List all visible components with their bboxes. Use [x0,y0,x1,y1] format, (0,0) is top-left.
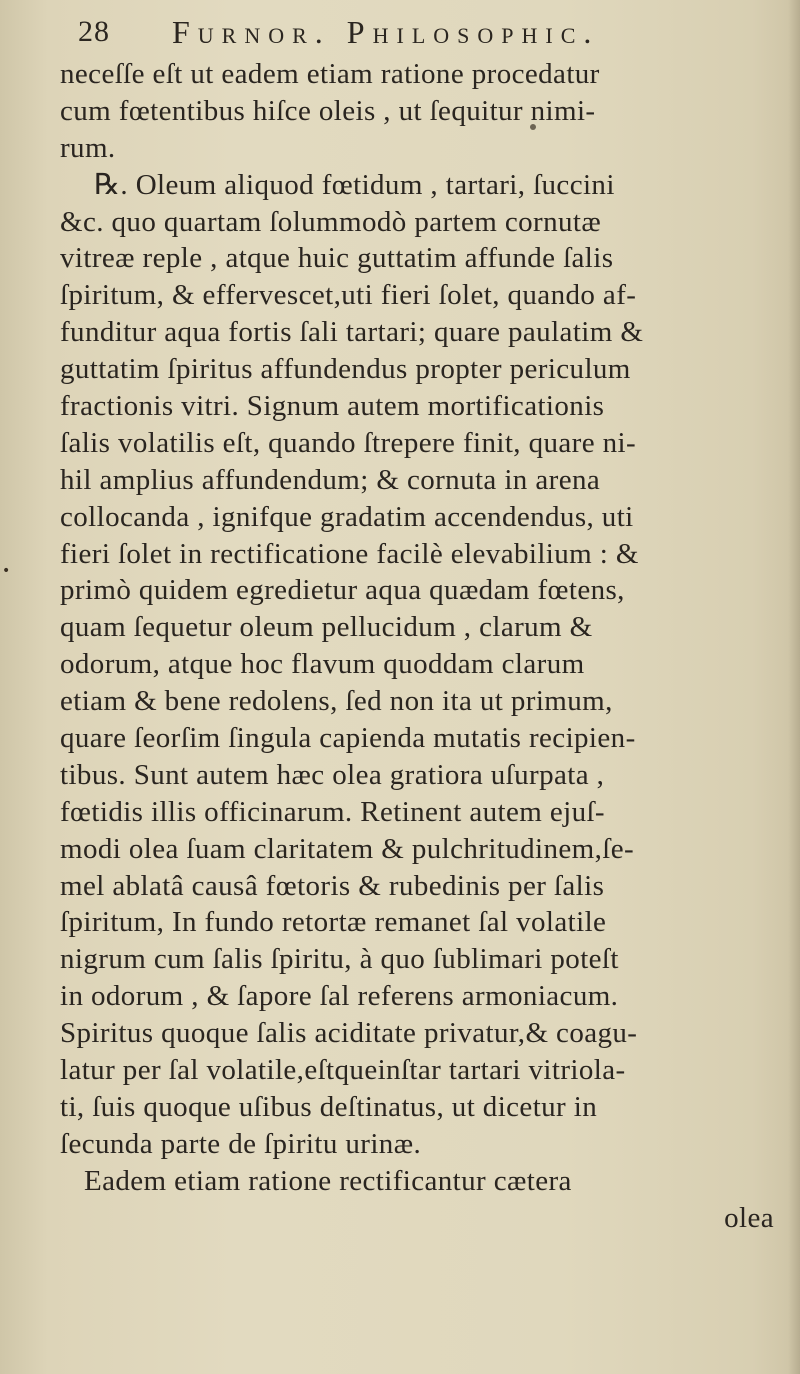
text-line: cum fœtentibus hiſce oleis , ut ſequitur nimi- [60,94,596,127]
text-line: modi olea ſuam claritatem & pulchritudinem,ſe- [60,832,635,865]
text-line: mel ablatâ causâ fœtoris & rubedinis per ſalis [60,869,605,902]
text-line: etiam & bene redolens, ſed non ita ut primum, [60,685,613,718]
text-line: fœtidis illis officinarum. Retinent autem ejuſ- [60,795,605,828]
text-line: ſalis volatilis eſt, quando ſtrepere finit, quare ni- [60,426,637,459]
text-line: guttatim ſpiritus affundendus propter periculum [60,353,631,386]
text-line: fractionis vitri. Signum autem mortificationis [60,390,605,423]
running-head-title: Furnor. Philosophic. [172,14,600,50]
text-line: ſpiritum, & effervescet,uti fieri ſolet, quando af- [60,279,637,312]
body-text [60,56,780,1237]
catchword: olea [724,1201,774,1234]
text-line: funditur aqua fortis ſali tartari; quare paulatim & [60,316,644,349]
text-line: hil amplius affundendum; & cornuta in arena [60,463,601,496]
text-line: ti, ſuis quoque uſibus deſtinatus, ut dicetur in [60,1090,598,1123]
page-edge-shadow [788,0,800,1374]
text-line: latur per ſal volatile,eſtqueinſtar tartari vitriola- [60,1054,626,1087]
text-line: Spiritus quoque ſalis aciditate privatur,& coagu- [60,1017,638,1050]
text-line: Eadem etiam ratione rectificantur cætera [84,1164,572,1197]
text-line: primò quidem egredietur aqua quædam fœtens, [60,574,625,607]
text-line: nigrum cum ſalis ſpiritu, à quo ſublimari poteſt [60,943,619,976]
text-line: rum. [60,131,116,164]
page-number: 28 [78,15,110,48]
text-line: in odorum , & ſapore ſal referens armoniacum. [60,980,619,1013]
text-line: neceſſe eſt ut eadem etiam ratione procedatur [60,58,600,90]
text-line: ℞. Oleum aliquod fœtidum , tartari, ſuccini [94,168,615,201]
text-line: &c. quo quartam ſolummodò partem cornutæ [60,205,602,238]
text-line: tibus. Sunt autem hæc olea gratiora uſurpata , [60,758,605,791]
text-line: ſecunda parte de ſpiritu urinæ. [60,1127,422,1160]
text-line: quam ſequetur oleum pellucidum , clarum & [60,611,593,644]
margin-mark: • [2,563,11,579]
running-head [78,10,778,54]
text-line: vitreæ reple , atque huic guttatim affunde ſalis [60,242,614,275]
text-line: odorum, atque hoc flavum quoddam clarum [60,648,585,681]
text-line: quare ſeorſim ſingula capienda mutatis recipien- [60,722,636,755]
text-line: fieri ſolet in rectificatione facilè elevabilium : & [60,537,639,570]
text-line: ſpiritum, In fundo retortæ remanet ſal volatile [60,906,607,939]
text-line: collocanda , ignifque gradatim accendendus, uti [60,500,634,533]
